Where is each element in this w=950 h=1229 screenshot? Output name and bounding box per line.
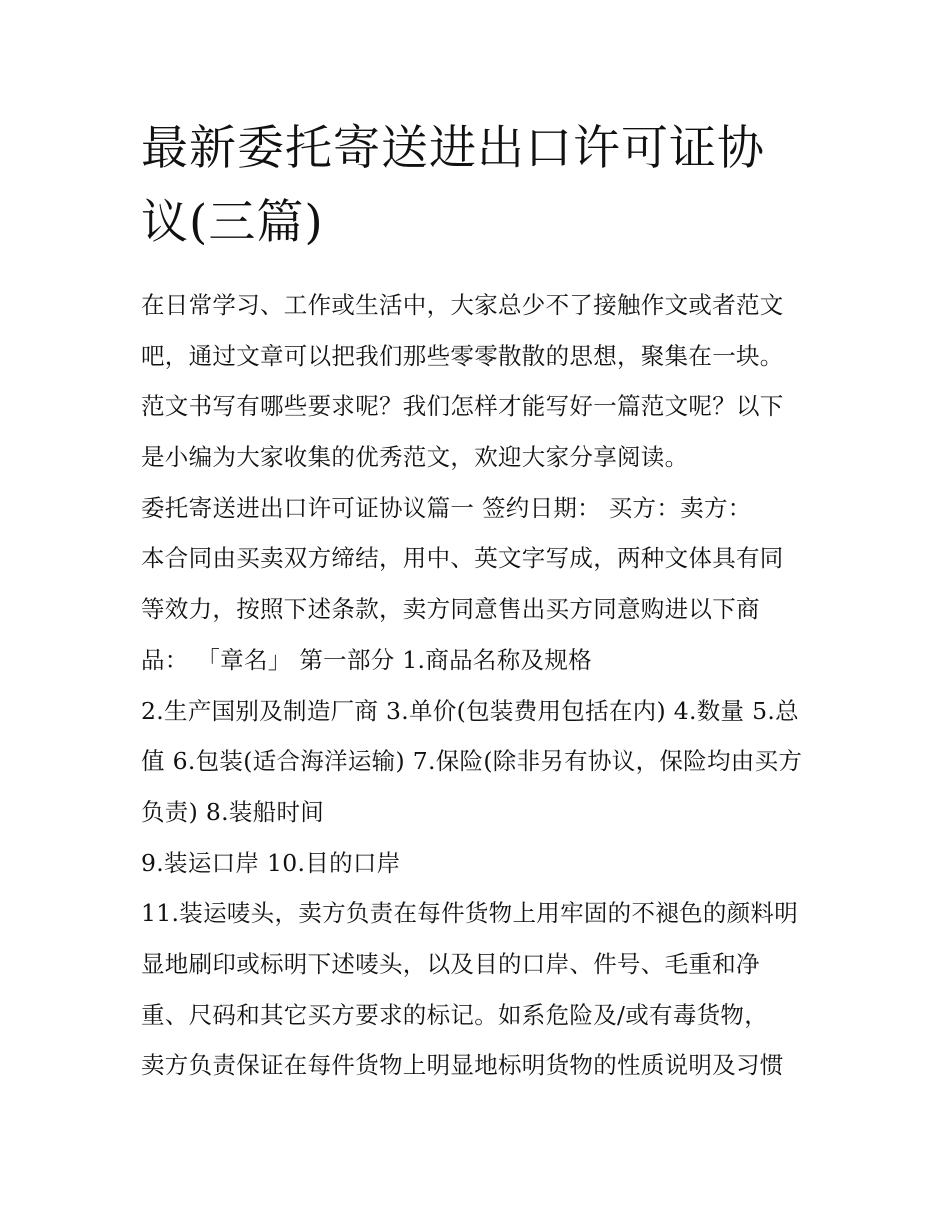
body-text-line: 等效力，按照下述条款，卖方同意售出买方同意购进以下商 [141, 595, 760, 624]
body-text-line: 卖方负责保证在每件货物上明显地标明货物的性质说明及习惯 [141, 1051, 784, 1080]
body-text-line: 吧，通过文章可以把我们那些零零散散的思想，聚集在一块。 [141, 341, 784, 370]
body-text-line: 品： 「章名」 第一部分 1.商品名称及规格 [141, 645, 592, 674]
body-text-line: 11.装运唛头，卖方负责在每件货物上用牢固的不褪色的颜料明 [141, 899, 799, 928]
body-text-line: 委托寄送进出口许可证协议篇一 签约日期： 买方：卖方： [141, 493, 752, 522]
body-text-line: 2.生产国别及制造厂商 3.单价(包装费用包括在内) 4.数量 5.总 [141, 696, 799, 725]
body-text-line: 9.装运口岸 10.目的口岸 [141, 848, 401, 877]
body-text-line: 负责) 8.装船时间 [141, 797, 325, 826]
body-text-line: 重、尺码和其它买方要求的标记。如系危险及/或有毒货物， [141, 1000, 769, 1029]
body-text-line: 值 6.包装(适合海洋运输) 7.保险(除非另有协议，保险均由买方 [141, 747, 803, 776]
body-text-line: 本合同由买卖双方缔结，用中、英文字写成，两种文体具有同 [141, 544, 784, 573]
body-text-line: 在日常学习、工作或生活中，大家总少不了接触作文或者范文 [141, 291, 784, 319]
document-page [141, 112, 821, 1091]
body-text-line: 范文书写有哪些要求呢？我们怎样才能写好一篇范文呢？以下 [141, 392, 784, 421]
document-body [141, 280, 821, 1091]
document-title [141, 112, 821, 260]
title-line: 议(三篇) [141, 195, 324, 250]
title-line: 最新委托寄送进出口许可证协 [141, 121, 765, 176]
body-text-line: 是小编为大家收集的优秀范文，欢迎大家分享阅读。 [141, 443, 689, 472]
body-text-line: 显地刷印或标明下述唛头，以及目的口岸、件号、毛重和净 [141, 949, 760, 978]
